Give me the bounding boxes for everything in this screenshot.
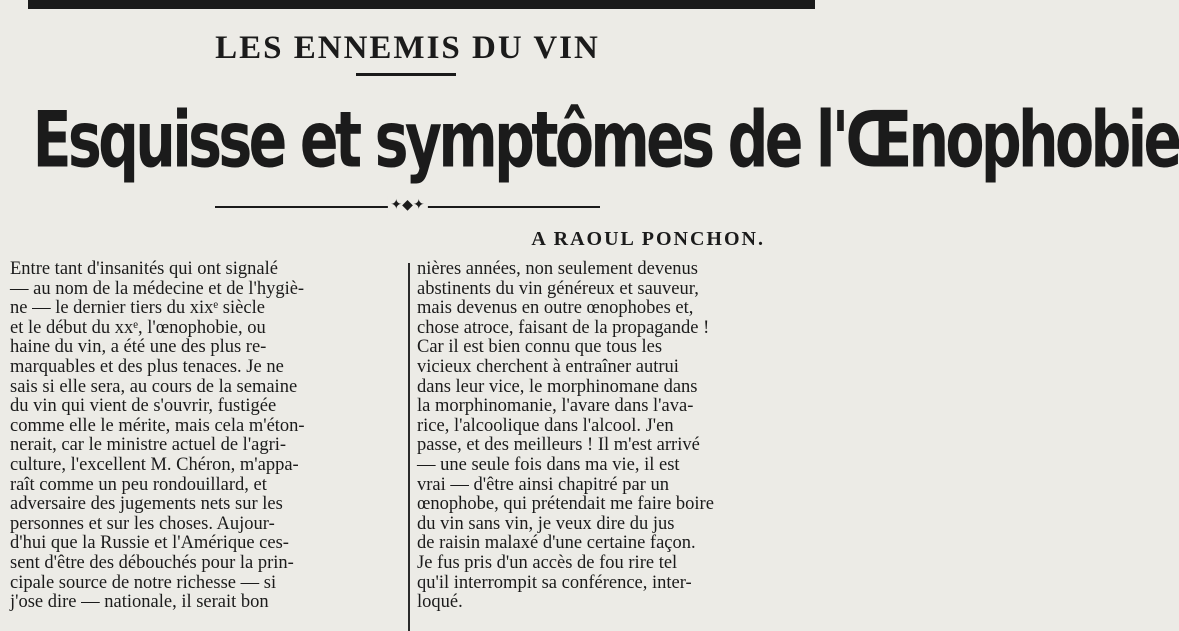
text-column-left (10, 260, 395, 613)
text-line: sais si elle sera, au cours de la semaine (10, 376, 298, 397)
text-line: comme elle le mérite, mais cela m'éton- (10, 415, 305, 436)
text-line: — une seule fois dans ma vie, il est (417, 454, 680, 475)
text-line: mais devenus en outre œnophobes et, (417, 298, 694, 319)
text-line: ne — le dernier tiers du xixᵉ siècle (10, 298, 265, 319)
text-line: de raisin malaxé d'une certaine façon. (417, 533, 696, 554)
text-line: nerait, car le ministre actuel de l'agri- (10, 435, 287, 456)
text-line: qu'il interrompit sa conférence, inter- (417, 572, 692, 593)
text-line: d'hui que la Russie et l'Amérique ces- (10, 533, 289, 554)
text-line: du vin sans vin, je veux dire du jus (417, 513, 675, 534)
section-kicker: LES ENNEMIS DU VIN (215, 30, 600, 66)
text-line: personnes et sur les choses. Aujour- (10, 513, 275, 534)
ornament-icon: ✦◆✦ (387, 196, 427, 216)
text-line: Entre tant d'insanités qui ont signalé (10, 259, 278, 279)
text-line: chose atroce, faisant de la propagande ! (417, 317, 710, 338)
text-line: la morphinomanie, l'avare dans l'ava- (417, 396, 694, 417)
text-line: et le début du xxᵉ, l'œnophobie, ou (10, 317, 266, 338)
column-divider (408, 263, 410, 631)
text-line: cipale source de notre richesse — si (10, 572, 277, 593)
text-line: abstinents du vin généreux et sauveur, (417, 278, 699, 299)
ornamental-divider (215, 200, 600, 214)
text-line: Car il est bien connu que tous les (417, 337, 663, 358)
text-line: marquables et des plus tenaces. Je ne (10, 356, 284, 377)
dedication: A RAOUL PONCHON. (531, 228, 765, 250)
text-line: raît comme un peu rondouillard, et (10, 474, 267, 495)
text-line: haine du vin, a été une des plus re- (10, 337, 267, 358)
text-line: dans leur vice, le morphinomane dans (417, 376, 698, 397)
kicker-underline (356, 73, 456, 76)
text-line: vrai — d'être ainsi chapitré par un (417, 474, 669, 495)
top-rule (28, 0, 815, 9)
text-column-right (417, 260, 809, 613)
text-line: j'ose dire — nationale, il serait bon (10, 592, 269, 613)
text-line: œnophobe, qui prétendait me faire boire (417, 494, 714, 515)
text-line: nières années, non seulement devenus (417, 259, 699, 279)
text-line: culture, l'excellent M. Chéron, m'appa- (10, 454, 299, 475)
text-line: — au nom de la médecine et de l'hygiè- (10, 278, 305, 299)
article-headline: Esquisse et symptômes de l'Œnophobie (32, 93, 1179, 185)
text-line: passe, et des meilleurs ! Il m'est arrivé (417, 435, 700, 456)
text-line: loqué. (417, 592, 463, 613)
text-line: du vin qui vient de s'ouvrir, fustigée (10, 396, 277, 417)
text-line: rice, l'alcoolique dans l'alcool. J'en (417, 415, 674, 436)
text-line: vicieux cherchent à entraîner autrui (417, 356, 679, 377)
text-line: Je fus pris d'un accès de fou rire tel (417, 552, 678, 573)
text-line: sent d'être des débouchés pour la prin- (10, 552, 294, 573)
text-line: adversaire des jugements nets sur les (10, 494, 283, 515)
